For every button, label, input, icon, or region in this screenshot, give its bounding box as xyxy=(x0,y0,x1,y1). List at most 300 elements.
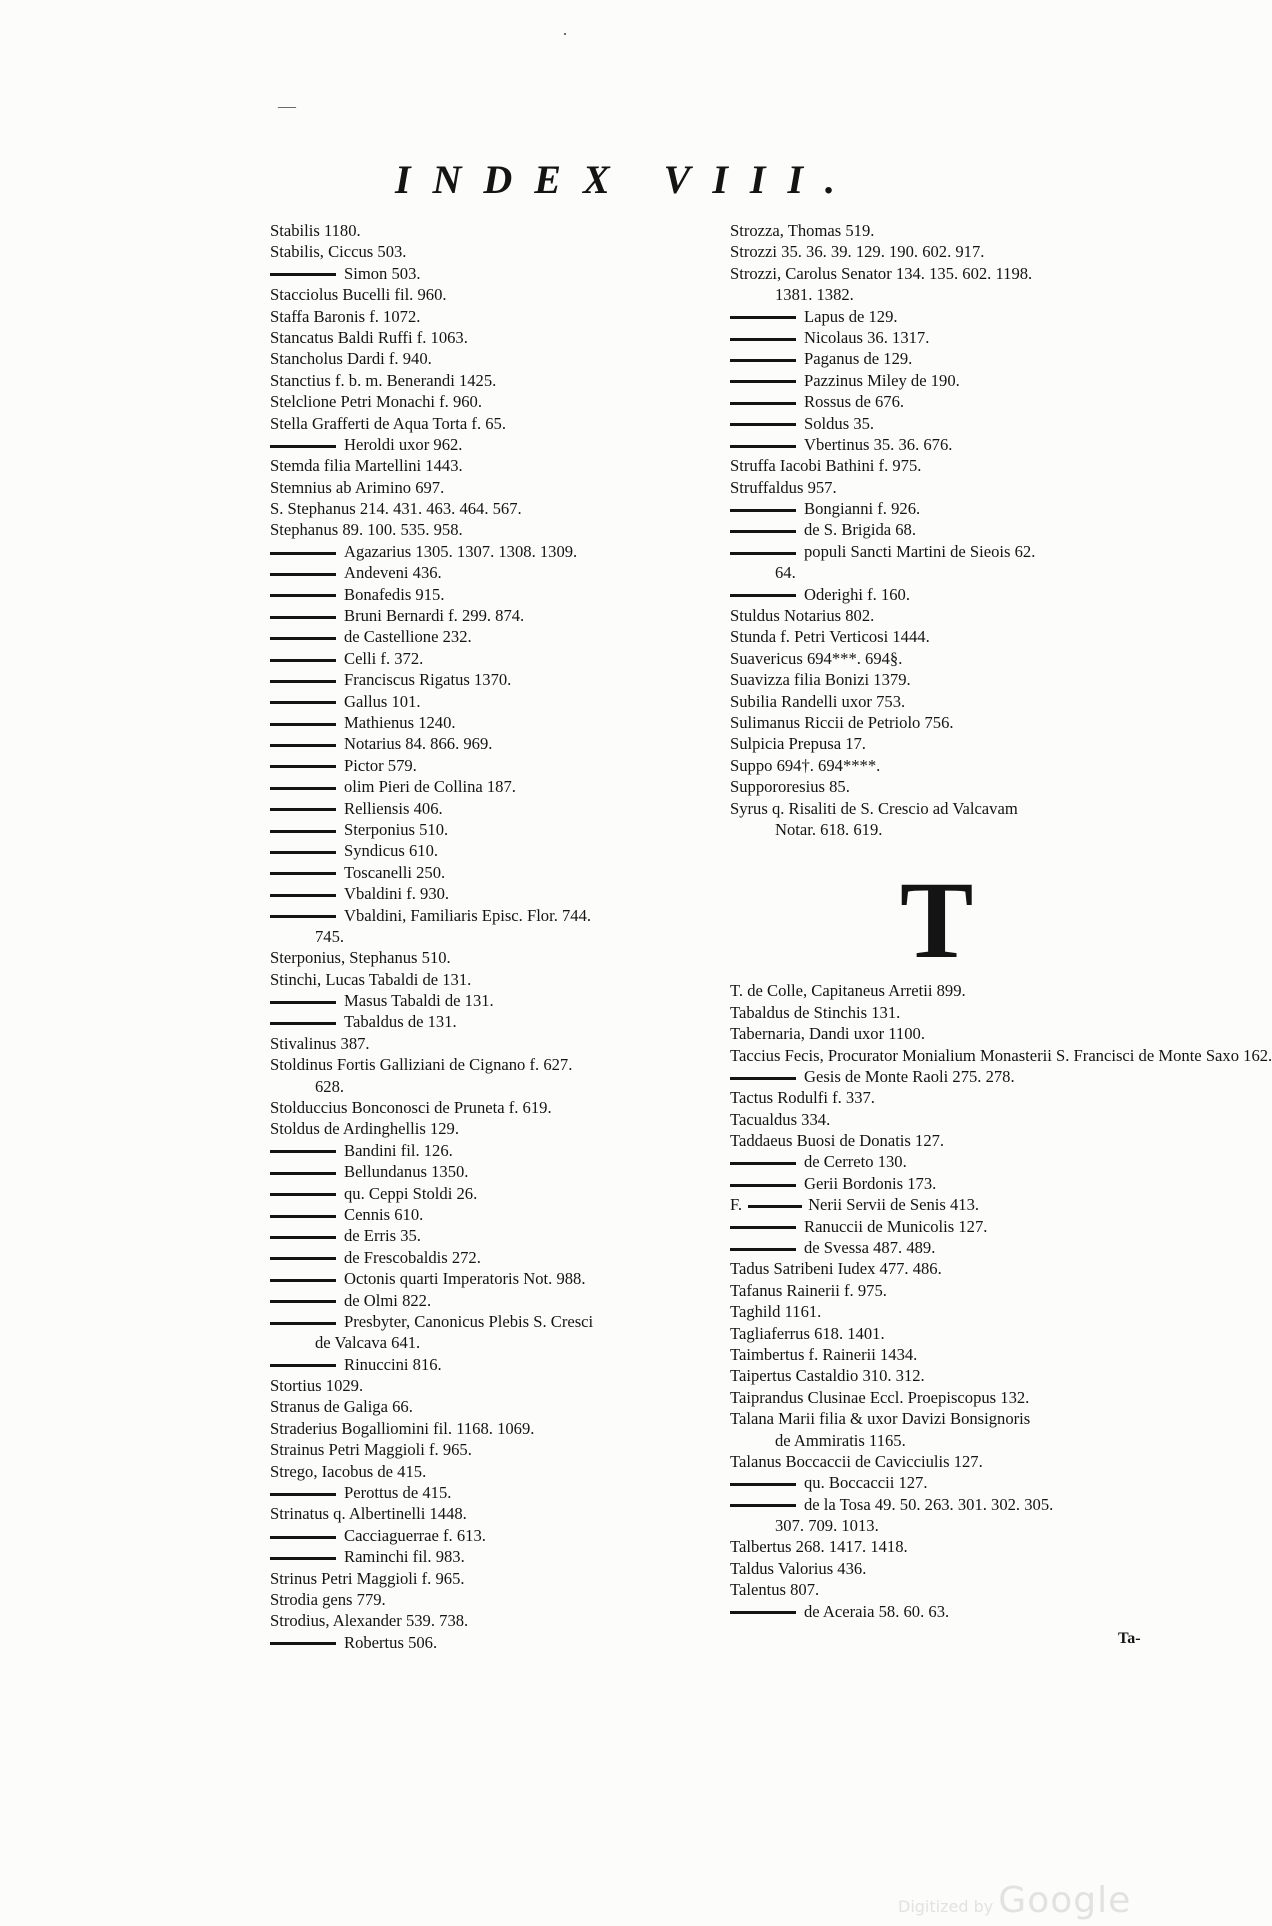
index-entry xyxy=(270,220,715,241)
entry-text: Octonis quarti Imperatoris Not. 988. xyxy=(344,1269,586,1289)
entry-text: Rossus de 676. xyxy=(804,392,905,412)
watermark-brand: Google xyxy=(998,1880,1132,1921)
entry-text: Suavizza filia Bonizi 1379. xyxy=(730,670,911,690)
repeat-dash xyxy=(270,273,336,276)
entry-text: de Erris 35. xyxy=(344,1226,421,1246)
index-entry xyxy=(730,1472,1185,1493)
entry-text: Taghild 1161. xyxy=(730,1302,822,1322)
index-entry xyxy=(270,819,715,840)
index-entry xyxy=(270,1396,715,1417)
index-entry xyxy=(730,562,1185,583)
index-entry xyxy=(730,519,1185,540)
repeat-dash xyxy=(270,552,336,555)
index-entry xyxy=(730,241,1185,262)
repeat-dash xyxy=(270,1172,336,1175)
entry-text: Pictor 579. xyxy=(344,755,417,775)
entry-text: Soldus 35. xyxy=(804,413,875,433)
repeat-dash xyxy=(270,701,336,704)
entry-text: Gesis de Monte Raoli 275. 278. xyxy=(804,1066,1015,1086)
index-entry xyxy=(730,1258,1185,1279)
index-entry xyxy=(730,477,1185,498)
repeat-dash xyxy=(270,616,336,619)
entry-text: Stemda filia Martellini 1443. xyxy=(270,456,463,476)
index-entry xyxy=(270,1054,715,1075)
index-entry xyxy=(270,1268,715,1289)
entry-text: 628. xyxy=(315,1076,345,1096)
entry-text: Stivalinus 387. xyxy=(270,1033,370,1053)
index-entry xyxy=(730,1280,1185,1301)
repeat-dash xyxy=(270,1364,336,1367)
entry-text: Stuldus Notarius 802. xyxy=(730,606,875,626)
repeat-dash xyxy=(270,723,336,726)
entry-text: 307. 709. 1013. xyxy=(775,1516,879,1536)
repeat-dash xyxy=(270,830,336,833)
entry-text: Stranus de Galiga 66. xyxy=(270,1397,413,1417)
index-entry xyxy=(730,755,1185,776)
index-entry xyxy=(270,1482,715,1503)
index-entry xyxy=(270,1140,715,1161)
index-entry xyxy=(270,1183,715,1204)
index-entry xyxy=(270,455,715,476)
repeat-dash xyxy=(270,1279,336,1282)
repeat-dash xyxy=(730,1184,796,1187)
entry-text: Stacciolus Bucelli fil. 960. xyxy=(270,285,447,305)
entry-text: Talanus Boccaccii de Cavicciulis 127. xyxy=(730,1451,983,1471)
entry-text: Sulimanus Riccii de Petriolo 756. xyxy=(730,712,954,732)
right-column-top xyxy=(730,220,1185,840)
entry-text: Suppororesius 85. xyxy=(730,777,850,797)
entry-text: Gerii Bordonis 173. xyxy=(804,1173,937,1193)
repeat-dash xyxy=(270,808,336,811)
entry-text: Stanctius f. b. m. Benerandi 1425. xyxy=(270,370,497,390)
right-column-bottom xyxy=(730,980,1272,1622)
entry-text: Robertus 506. xyxy=(344,1632,438,1652)
index-entry xyxy=(270,1632,715,1653)
entry-text: Toscanelli 250. xyxy=(344,862,446,882)
index-entry xyxy=(730,220,1185,241)
entry-text: de Ammiratis 1165. xyxy=(775,1430,906,1450)
entry-text: de Svessa 487. 489. xyxy=(804,1238,936,1258)
index-entry: F. Nerii Servii de Senis 413. xyxy=(730,1195,980,1215)
repeat-dash xyxy=(730,594,796,597)
index-entry xyxy=(270,626,715,647)
index-entry xyxy=(730,1066,1185,1087)
entry-text: Stelclione Petri Monachi f. 960. xyxy=(270,392,482,412)
index-entry xyxy=(730,327,1185,348)
entry-text: Nicolaus 36. 1317. xyxy=(804,327,930,347)
index-entry xyxy=(730,605,1185,626)
entry-text: 64. xyxy=(775,563,796,583)
scan-mark: — xyxy=(278,96,296,116)
repeat-dash xyxy=(730,1077,796,1080)
repeat-dash xyxy=(730,316,796,319)
index-entry xyxy=(270,755,715,776)
index-entry xyxy=(730,648,1185,669)
entry-text: Tabaldus de 131. xyxy=(344,1012,457,1032)
entry-text: Straderius Bogalliomini fil. 1168. 1069. xyxy=(270,1418,535,1438)
entry-text: Nerii Servii de Senis 413. xyxy=(808,1195,980,1215)
entry-text: Ranuccii de Municolis 127. xyxy=(804,1216,988,1236)
index-entry xyxy=(730,798,1185,819)
index-entry xyxy=(270,1375,715,1396)
index-entry xyxy=(730,498,1185,519)
entry-text: Strodia gens 779. xyxy=(270,1590,386,1609)
repeat-dash xyxy=(270,573,336,576)
entry-text: Cennis 610. xyxy=(344,1204,424,1224)
entry-text: Tabernaria, Dandi uxor 1100. xyxy=(730,1024,925,1044)
index-entry xyxy=(730,1151,1185,1172)
repeat-dash xyxy=(730,423,796,426)
index-entry xyxy=(270,1461,715,1482)
entry-text: de la Tosa 49. 50. 263. 301. 302. 305. xyxy=(804,1494,1054,1514)
entry-text: de Aceraia 58. 60. 63. xyxy=(804,1601,950,1621)
entry-text: Heroldi uxor 962. xyxy=(344,434,463,454)
entry-text: de Valcava 641. xyxy=(315,1333,421,1353)
entry-text: Talana Marii filia & uxor Davizi Bonsignoris xyxy=(730,1409,1031,1429)
entry-text: qu. Boccaccii 127. xyxy=(804,1473,928,1493)
index-entry xyxy=(730,1002,1185,1023)
index-entry xyxy=(270,413,715,434)
entry-text: Bruni Bernardi f. 299. 874. xyxy=(344,606,525,626)
index-entry xyxy=(730,1301,1185,1322)
index-entry xyxy=(270,1525,715,1546)
index-entry xyxy=(270,434,715,455)
entry-text: olim Pieri de Collina 187. xyxy=(344,777,516,797)
entry-text: Stemnius ab Arimino 697. xyxy=(270,477,445,497)
repeat-dash xyxy=(730,445,796,448)
index-entry xyxy=(730,306,1185,327)
repeat-dash xyxy=(730,1611,796,1614)
index-entry xyxy=(730,1237,1185,1258)
index-entry xyxy=(270,862,715,883)
entry-text: Stolduccius Bonconosci de Pruneta f. 619. xyxy=(270,1098,552,1118)
index-entry xyxy=(730,584,1185,605)
index-entry xyxy=(270,669,715,690)
index-entry xyxy=(270,348,715,369)
entry-text: Tadus Satribeni Iudex 477. 486. xyxy=(730,1259,942,1279)
repeat-dash xyxy=(270,1022,336,1025)
index-entry xyxy=(730,712,1185,733)
repeat-dash xyxy=(270,659,336,662)
index-entry xyxy=(270,1546,715,1567)
entry-text: Cacciaguerrae f. 613. xyxy=(344,1525,486,1545)
repeat-dash xyxy=(270,1257,336,1260)
index-entry xyxy=(270,1311,715,1332)
index-entry xyxy=(730,1387,1185,1408)
index-entry xyxy=(270,562,715,583)
entry-text: Stabilis 1180. xyxy=(270,221,361,240)
repeat-dash xyxy=(730,1504,796,1507)
entry-text: Syndicus 610. xyxy=(344,841,439,861)
entry-text: Lapus de 129. xyxy=(804,306,898,326)
entry-text: Strodius, Alexander 539. 738. xyxy=(270,1611,469,1631)
entry-text: de Cerreto 130. xyxy=(804,1152,907,1172)
index-entry xyxy=(270,1204,715,1225)
index-entry xyxy=(730,819,1185,840)
index-entry xyxy=(730,1515,1185,1536)
index-entry xyxy=(730,370,1185,391)
left-column xyxy=(270,220,715,1653)
repeat-dash xyxy=(270,594,336,597)
entry-text: Bellundanus 1350. xyxy=(344,1162,469,1182)
repeat-dash xyxy=(270,680,336,683)
entry-text: Tactus Rodulfi f. 337. xyxy=(730,1088,875,1108)
entry-text: de Olmi 822. xyxy=(344,1290,432,1310)
entry-text: Bonafedis 915. xyxy=(344,584,445,604)
entry-text: Tagliaferrus 618. 1401. xyxy=(730,1323,885,1343)
entry-text: populi Sancti Martini de Sieois 62. xyxy=(804,541,1036,561)
entry-text: Vbaldini, Familiaris Episc. Flor. 744. xyxy=(344,905,592,925)
index-entry xyxy=(730,1365,1185,1386)
entry-text: Sterponius, Stephanus 510. xyxy=(270,948,451,968)
repeat-dash xyxy=(270,1236,336,1239)
repeat-dash xyxy=(270,1322,336,1325)
index-entry xyxy=(730,1579,1185,1600)
index-entry xyxy=(270,905,715,926)
index-entry xyxy=(730,776,1185,797)
index-entry xyxy=(270,327,715,348)
index-entry xyxy=(730,669,1185,690)
entry-text: Vbertinus 35. 36. 676. xyxy=(804,434,953,454)
repeat-dash xyxy=(270,1215,336,1218)
index-entry xyxy=(270,798,715,819)
index-entry xyxy=(730,284,1185,305)
repeat-dash xyxy=(270,894,336,897)
entry-text: Notar. 618. 619. xyxy=(775,819,883,839)
index-entry xyxy=(270,263,715,284)
entry-text: Perottus de 415. xyxy=(344,1483,452,1503)
index-entry xyxy=(270,1568,715,1589)
index-entry xyxy=(730,413,1185,434)
repeat-dash xyxy=(270,1493,336,1496)
entry-text: Taipertus Castaldio 310. 312. xyxy=(730,1366,925,1386)
repeat-dash xyxy=(270,1193,336,1196)
repeat-dash xyxy=(270,637,336,640)
index-entry xyxy=(270,306,715,327)
entry-text: Raminchi fil. 983. xyxy=(344,1547,465,1567)
index-entry xyxy=(270,840,715,861)
index-entry xyxy=(270,391,715,412)
index-entry xyxy=(270,712,715,733)
index-entry xyxy=(730,1344,1185,1365)
index-entry xyxy=(270,1118,715,1139)
index-entry xyxy=(270,1354,715,1375)
entry-text: Strozzi, Carolus Senator 134. 135. 602. 1198. xyxy=(730,263,1033,283)
repeat-dash xyxy=(730,1226,796,1229)
repeat-dash xyxy=(730,359,796,362)
repeat-dash xyxy=(270,744,336,747)
entry-text: Presbyter, Canonicus Plebis S. Cresci xyxy=(344,1311,594,1331)
index-entry xyxy=(270,733,715,754)
index-entry xyxy=(270,1610,715,1631)
index-entry xyxy=(730,455,1185,476)
entry-text: Struffa Iacobi Bathini f. 975. xyxy=(730,456,922,476)
entry-text: Strainus Petri Maggioli f. 965. xyxy=(270,1440,472,1460)
index-entry xyxy=(270,605,715,626)
index-entry xyxy=(270,947,715,968)
entry-text: Tacualdus 334. xyxy=(730,1109,831,1129)
index-entry xyxy=(270,1418,715,1439)
index-entry xyxy=(270,1097,715,1118)
entry-text: Strinus Petri Maggioli f. 965. xyxy=(270,1568,465,1588)
repeat-dash xyxy=(730,530,796,533)
entry-text: Suppo 694†. 694****. xyxy=(730,755,881,775)
catchword: Ta- xyxy=(1118,1630,1141,1647)
index-entry xyxy=(270,1503,715,1524)
watermark-prefix: Digitized by xyxy=(898,1897,994,1916)
entry-text: Simon 503. xyxy=(344,263,421,283)
index-entry xyxy=(270,648,715,669)
entry-text: Strozza, Thomas 519. xyxy=(730,221,875,240)
repeat-dash xyxy=(730,402,796,405)
watermark xyxy=(898,1880,1131,1921)
index-entry xyxy=(270,584,715,605)
entry-text: Taiprandus Clusinae Eccl. Proepiscopus 132. xyxy=(730,1387,1030,1407)
entry-text: Strego, Iacobus de 415. xyxy=(270,1461,427,1481)
entry-text: Bandini fil. 126. xyxy=(344,1140,453,1160)
entry-text: Tabaldus de Stinchis 131. xyxy=(730,1002,901,1022)
index-entry xyxy=(730,541,1185,562)
index-entry xyxy=(270,1161,715,1182)
index-entry xyxy=(730,1536,1185,1557)
entry-text: Pazzinus Miley de 190. xyxy=(804,370,960,390)
entry-text: Andeveni 436. xyxy=(344,563,442,583)
entry-text: Taldus Valorius 436. xyxy=(730,1558,867,1578)
entry-text: Taimbertus f. Rainerii 1434. xyxy=(730,1344,918,1364)
entry-text: Relliensis 406. xyxy=(344,798,443,818)
repeat-dash xyxy=(270,765,336,768)
entry-text: Talentus 807. xyxy=(730,1580,820,1600)
index-entry xyxy=(270,498,715,519)
index-entry xyxy=(730,434,1185,455)
entry-text: Stinchi, Lucas Tabaldi de 131. xyxy=(270,969,472,989)
entry-text: Strozzi 35. 36. 39. 129. 190. 602. 917. xyxy=(730,242,985,262)
entry-text: Masus Tabaldi de 131. xyxy=(344,991,494,1011)
index-entry xyxy=(730,263,1185,284)
entry-text: Vbaldini f. 930. xyxy=(344,884,450,904)
entry-text: Suavericus 694***. 694§. xyxy=(730,648,903,668)
entry-text: T. de Colle, Capitaneus Arretii 899. xyxy=(730,981,966,1001)
repeat-dash xyxy=(270,851,336,854)
repeat-dash xyxy=(730,338,796,341)
index-entry xyxy=(730,691,1185,712)
index-entry xyxy=(730,1130,1185,1151)
index-entry xyxy=(270,370,715,391)
index-entry xyxy=(270,541,715,562)
entry-text: Taddaeus Buosi de Donatis 127. xyxy=(730,1131,945,1151)
entry-text: Notarius 84. 866. 969. xyxy=(344,734,493,754)
section-letter: T xyxy=(900,859,974,981)
repeat-dash xyxy=(270,445,336,448)
entry-text: de S. Brigida 68. xyxy=(804,520,916,540)
index-entry xyxy=(270,284,715,305)
index-entry xyxy=(730,733,1185,754)
repeat-dash xyxy=(270,787,336,790)
index-entry xyxy=(270,1033,715,1054)
repeat-dash xyxy=(270,1300,336,1303)
repeat-dash xyxy=(730,552,796,555)
index-entry xyxy=(270,1589,715,1610)
index-entry xyxy=(730,1494,1185,1515)
entry-text: Struffaldus 957. xyxy=(730,477,837,497)
index-entry xyxy=(730,1601,1185,1622)
entry-text: qu. Ceppi Stoldi 26. xyxy=(344,1183,478,1203)
repeat-dash xyxy=(730,1248,796,1251)
index-entry xyxy=(270,926,715,947)
index-entry xyxy=(730,626,1185,647)
index-entry xyxy=(730,348,1185,369)
index-entry xyxy=(270,969,715,990)
index-entry xyxy=(270,1076,715,1097)
repeat-dash xyxy=(270,1001,336,1004)
index-entry xyxy=(270,1225,715,1246)
index-entry xyxy=(270,1290,715,1311)
entry-text: Stoldinus Fortis Galliziani de Cignano f. 627. xyxy=(270,1055,573,1075)
index-entry xyxy=(270,519,715,540)
scan-dot: · xyxy=(562,24,568,44)
index-entry xyxy=(730,1045,1272,1066)
entry-text: Stella Grafferti de Aqua Torta f. 65. xyxy=(270,413,506,433)
entry-text: Stunda f. Petri Verticosi 1444. xyxy=(730,627,930,647)
index-entry xyxy=(730,1109,1185,1130)
entry-text: Subilia Randelli uxor 753. xyxy=(730,691,906,711)
index-entry xyxy=(730,1023,1185,1044)
repeat-dash xyxy=(730,509,796,512)
index-entry xyxy=(730,1558,1185,1579)
entry-text: Sulpicia Prepusa 17. xyxy=(730,734,866,754)
entry-text: Stancholus Dardi f. 940. xyxy=(270,349,432,369)
repeat-dash xyxy=(270,1536,336,1539)
index-entry xyxy=(270,691,715,712)
index-entry xyxy=(730,391,1185,412)
repeat-dash xyxy=(270,915,336,918)
entry-text: S. Stephanus 214. 431. 463. 464. 567. xyxy=(270,499,522,519)
entry-text: Bongianni f. 926. xyxy=(804,499,921,519)
index-entry xyxy=(270,1439,715,1460)
page-header: INDEX VIII. xyxy=(394,157,858,202)
index-entry xyxy=(730,980,1185,1001)
entry-text: Paganus de 129. xyxy=(804,349,913,369)
entry-text: de Castellione 232. xyxy=(344,627,472,647)
index-entry xyxy=(730,1173,1185,1194)
index-entry xyxy=(270,776,715,797)
entry-text: Taccius Fecis, Procurator Monialium Monasterii S. Francisci de Monte Saxo 162. xyxy=(730,1045,1272,1065)
index-entry xyxy=(270,241,715,262)
repeat-dash xyxy=(730,380,796,383)
entry-text: 745. xyxy=(315,926,345,946)
index-entry xyxy=(730,1430,1185,1451)
index-entry xyxy=(730,1323,1185,1344)
entry-text: Stoldus de Ardinghellis 129. xyxy=(270,1119,459,1139)
repeat-dash xyxy=(730,1483,796,1486)
repeat-dash xyxy=(730,1162,796,1165)
repeat-dash xyxy=(748,1205,802,1208)
repeat-dash xyxy=(270,1150,336,1153)
entry-text: Strinatus q. Albertinelli 1448. xyxy=(270,1504,467,1524)
index-entry xyxy=(730,1451,1185,1472)
index-entry xyxy=(270,883,715,904)
index-entry xyxy=(270,1332,715,1353)
entry-text: Oderighi f. 160. xyxy=(804,584,910,604)
repeat-dash xyxy=(270,1557,336,1560)
entry-text: Syrus q. Risaliti de S. Crescio ad Valcavam xyxy=(730,798,1018,818)
index-entry xyxy=(730,1408,1185,1429)
repeat-dash xyxy=(270,1642,336,1645)
entry-text: de Frescobaldis 272. xyxy=(344,1247,481,1267)
entry-text: Sterponius 510. xyxy=(344,819,449,839)
entry-text: Staffa Baronis f. 1072. xyxy=(270,306,421,326)
index-entry xyxy=(730,1087,1185,1108)
